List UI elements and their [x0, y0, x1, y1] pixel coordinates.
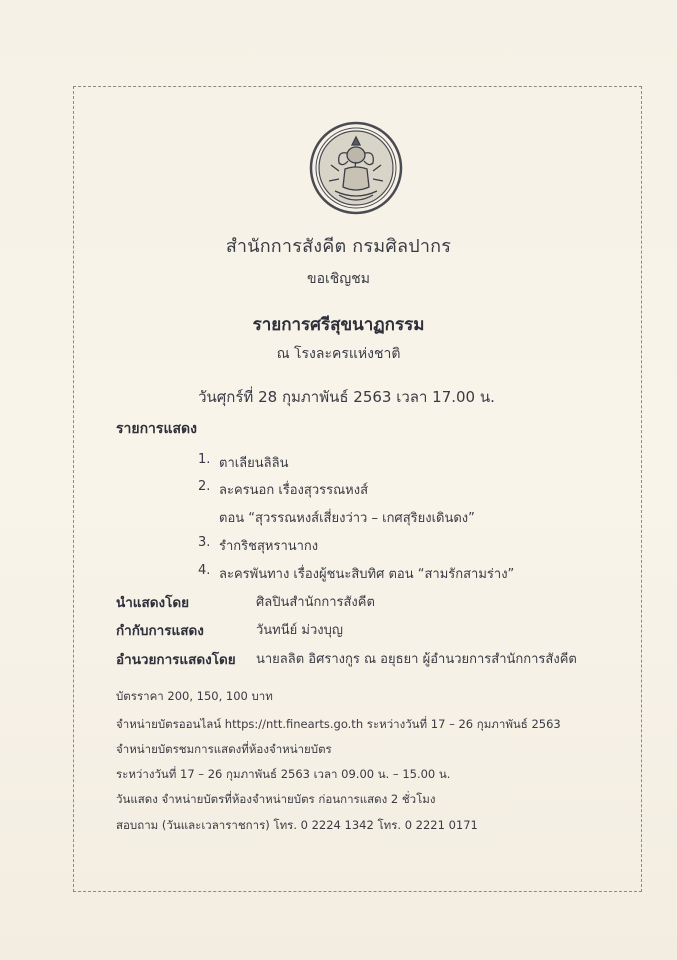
credit-label: นำแสดงโดย — [116, 595, 190, 611]
ticket-boxoffice: จำหน่ายบัตรชมการแสดงที่ห้องจำหน่ายบัตร — [116, 742, 332, 756]
venue: ณ โรงละครแห่งชาติ — [276, 346, 401, 362]
ticket-boxoffice-dates: ระหว่างวันที่ 17 – 26 กุมภาพันธ์ 2563 เวลา 09.00 น. – 15.00 น. — [116, 767, 451, 781]
credit-value: วันทนีย์ ม่วงบุญ — [256, 623, 343, 638]
program-item: ละครพันทาง เรื่องผู้ชนะสิบทิศ ตอน “สามรักสามร่าง” — [219, 567, 515, 582]
credit-label: กำกับการแสดง — [116, 623, 204, 639]
program-item-number: 2. — [198, 479, 211, 494]
program-item: ตาเลียนลิลิน — [219, 456, 289, 471]
contact-info: สอบถาม (วันและเวลาราชการ) โทร. 0 2224 1342 โทร. 0 2221 0171 — [116, 818, 478, 832]
show-datetime: วันศุกร์ที่ 28 กุมภาพันธ์ 2563 เวลา 17.00 น. — [198, 388, 495, 406]
credit-value: นายลลิต อิศรางกูร ณ อยุธยา ผู้อำนวยการสำนักการสังคีต — [256, 652, 577, 667]
program-item-number: 3. — [198, 535, 211, 550]
ganesha-seal-icon — [309, 121, 403, 215]
program-heading: รายการแสดง — [116, 421, 197, 437]
ticket-online: จำหน่ายบัตรออนไลน์ https://ntt.finearts.go.th ระหว่างวันที่ 17 – 26 กุมภาพันธ์ 2563 — [116, 717, 561, 731]
department-name: สำนักการสังคีต กรมศิลปากร — [225, 236, 452, 257]
program-item-subtitle: ตอน “สุวรรณหงส์เสี่ยงว่าว – เกศสุริยงเดินดง” — [219, 511, 475, 526]
program-title: รายการศรีสุขนาฏกรรม — [252, 315, 425, 335]
program-item-number: 1. — [198, 452, 211, 467]
program-item: รำกริชสุหรานากง — [219, 539, 319, 554]
ticket-showday: วันแสดง จำหน่ายบัตรที่ห้องจำหน่ายบัตร ก่อนการแสดง 2 ชั่วโมง — [116, 792, 436, 806]
invite-text: ขอเชิญชม — [307, 271, 370, 287]
program-item-number: 4. — [198, 563, 211, 578]
program-item: ละครนอก เรื่องสุวรรณหงส์ — [219, 483, 369, 498]
ticket-price: บัตรราคา 200, 150, 100 บาท — [116, 689, 273, 703]
credit-value: ศิลปินสำนักการสังคีต — [256, 595, 375, 610]
credit-label: อำนวยการแสดงโดย — [116, 652, 236, 668]
